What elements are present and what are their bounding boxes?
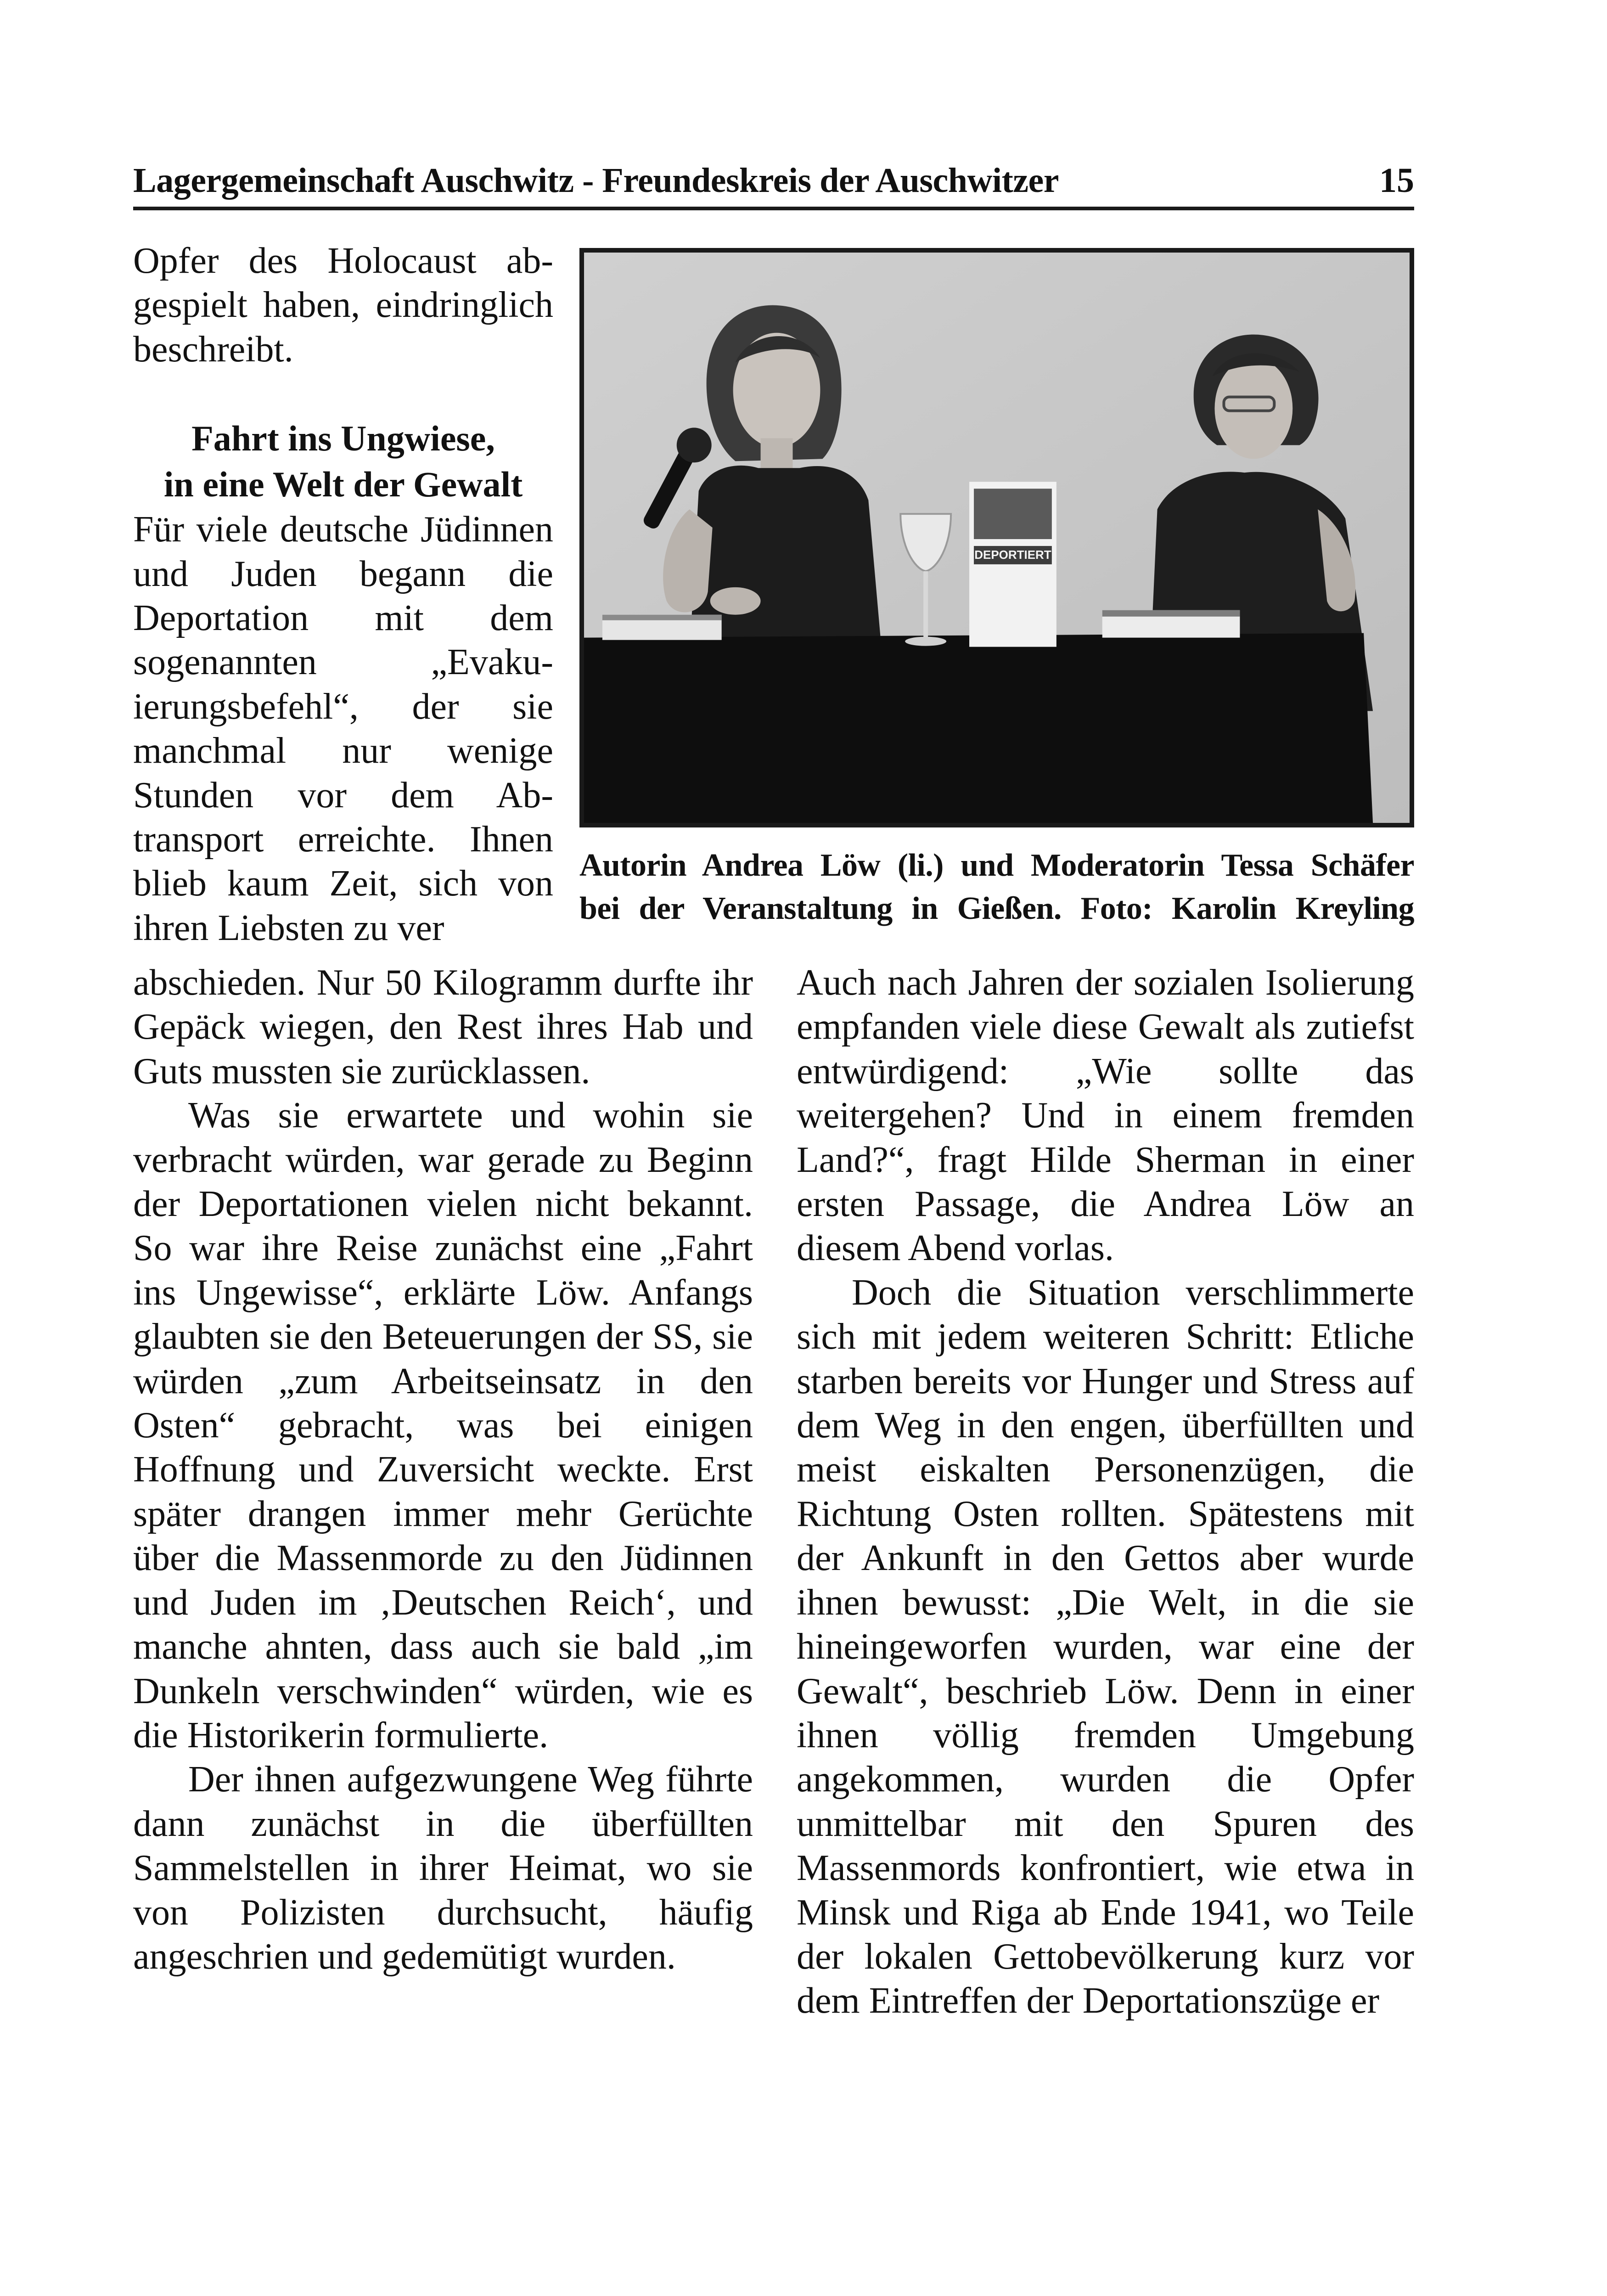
left-paragraph-2: Der ihnen aufgezwungene Weg führte dann zunächst in die überfüllten Sammelstellen in ihrer Heimat, wo sie von Polizisten durchsucht, häufig angeschrien und gedemütigt wurden. [133,1759,753,1977]
right-paragraph-2: Doch die Situation verschlimmerte sich mit jedem weiteren Schritt: Etliche starben bereits vor Hunger und Stress auf dem Weg in den engen, überfüllten und meist eiskalten Personenzügen, die Richtung Osten rollten. Spätestens mit der Ankunft in den Gettos aber wurde ihnen bewusst: „Die Welt, in die sie hineingeworfen wurden, war eine der Gewalt“, beschrieb Löw. Denn in einer ihnen völlig fremden Umgebung angekommen, wurden die Opfer unmittelbar mit den Spuren des Massenmords konfrontiert, wie etwa in Minsk und Riga ab Ende 1941, wo Teile der lokalen Gettobevölkerung kurz vor dem Eintreffen der Deportationszüge er [797,1272,1414,2021]
subheading-line-1: Fahrt ins Ungwiese, [191,418,495,459]
right-column [797,961,1414,2023]
caption-line-1: Autorin Andrea Löw (li.) und Moderatorin Tessa Schäfer [579,848,1414,883]
running-header [133,156,1414,210]
right-paragraph-1: Auch nach Jahren der sozialen Isolierung empfanden viele diese Gewalt als zutiefst entwürdigend: „Wie sollte das weitergehen? Und in einem fremden Land?“, fragt Hilde Sherman in einer ersten Passage, die Andrea Löw an diesem Abend vorlas. [797,962,1414,1269]
left-paragraph-1: Was sie erwartete und wohin sie verbracht würden, war gerade zu Beginn der Deportationen vielen nicht bekannt. So war ihre Reise zunächst eine „Fahrt ins Ungewisse“, erklärte Löw. Anfangs glaubten sie den Beteuerungen der SS, sie würden „zum Arbeitseinsatz in den Osten“ gebracht, was bei einigen Hoffnung und Zuversicht weckte. Erst später drangen immer mehr Gerüchte über die Massenmorde zu den Jüdinnen und Juden im ‚Deutschen Reich‘, und manche ahnten, dass auch sie bald „im Dunkeln verschwinden“ würden, wie es die Historikerin formulierte. [133,1095,753,1756]
book-cover-title: DEPORTIERT [974,547,1051,562]
event-photo [579,248,1414,827]
photo-illustration [584,253,1410,823]
publication-title: Lagergemeinschaft Auschwitz - Freundeskreis der Auschwitzer [133,161,1059,200]
narrow-column [133,239,553,950]
section-subheading [133,416,553,507]
section-paragraph: Für viele deutsche Jüdinnen und Juden begann die Deportation mit dem sogenannten „Evakuierungsbefehl“, der sie manchmal nur wenige Stunden vor dem Abtransport erreichte. Ihnen blieb kaum Zeit, sich von ihren Liebsten zu ver [133,509,553,948]
intro-paragraph: Opfer des Holocaust abgespielt haben, eindringlich beschreibt. [133,241,553,370]
page-number: 15 [1379,161,1414,200]
photo-caption [579,844,1414,930]
continuation-paragraph: abschieden. Nur 50 Kilogramm durfte ihr Gepäck wiegen, den Rest ihres Hab und Guts mussten sie zurücklassen. [133,962,753,1092]
left-column [133,961,753,1979]
subheading-line-2: in eine Welt der Gewalt [163,464,523,505]
caption-line-2: bei der Veranstaltung in Gießen. Foto: Karolin Kreyling [579,891,1414,926]
